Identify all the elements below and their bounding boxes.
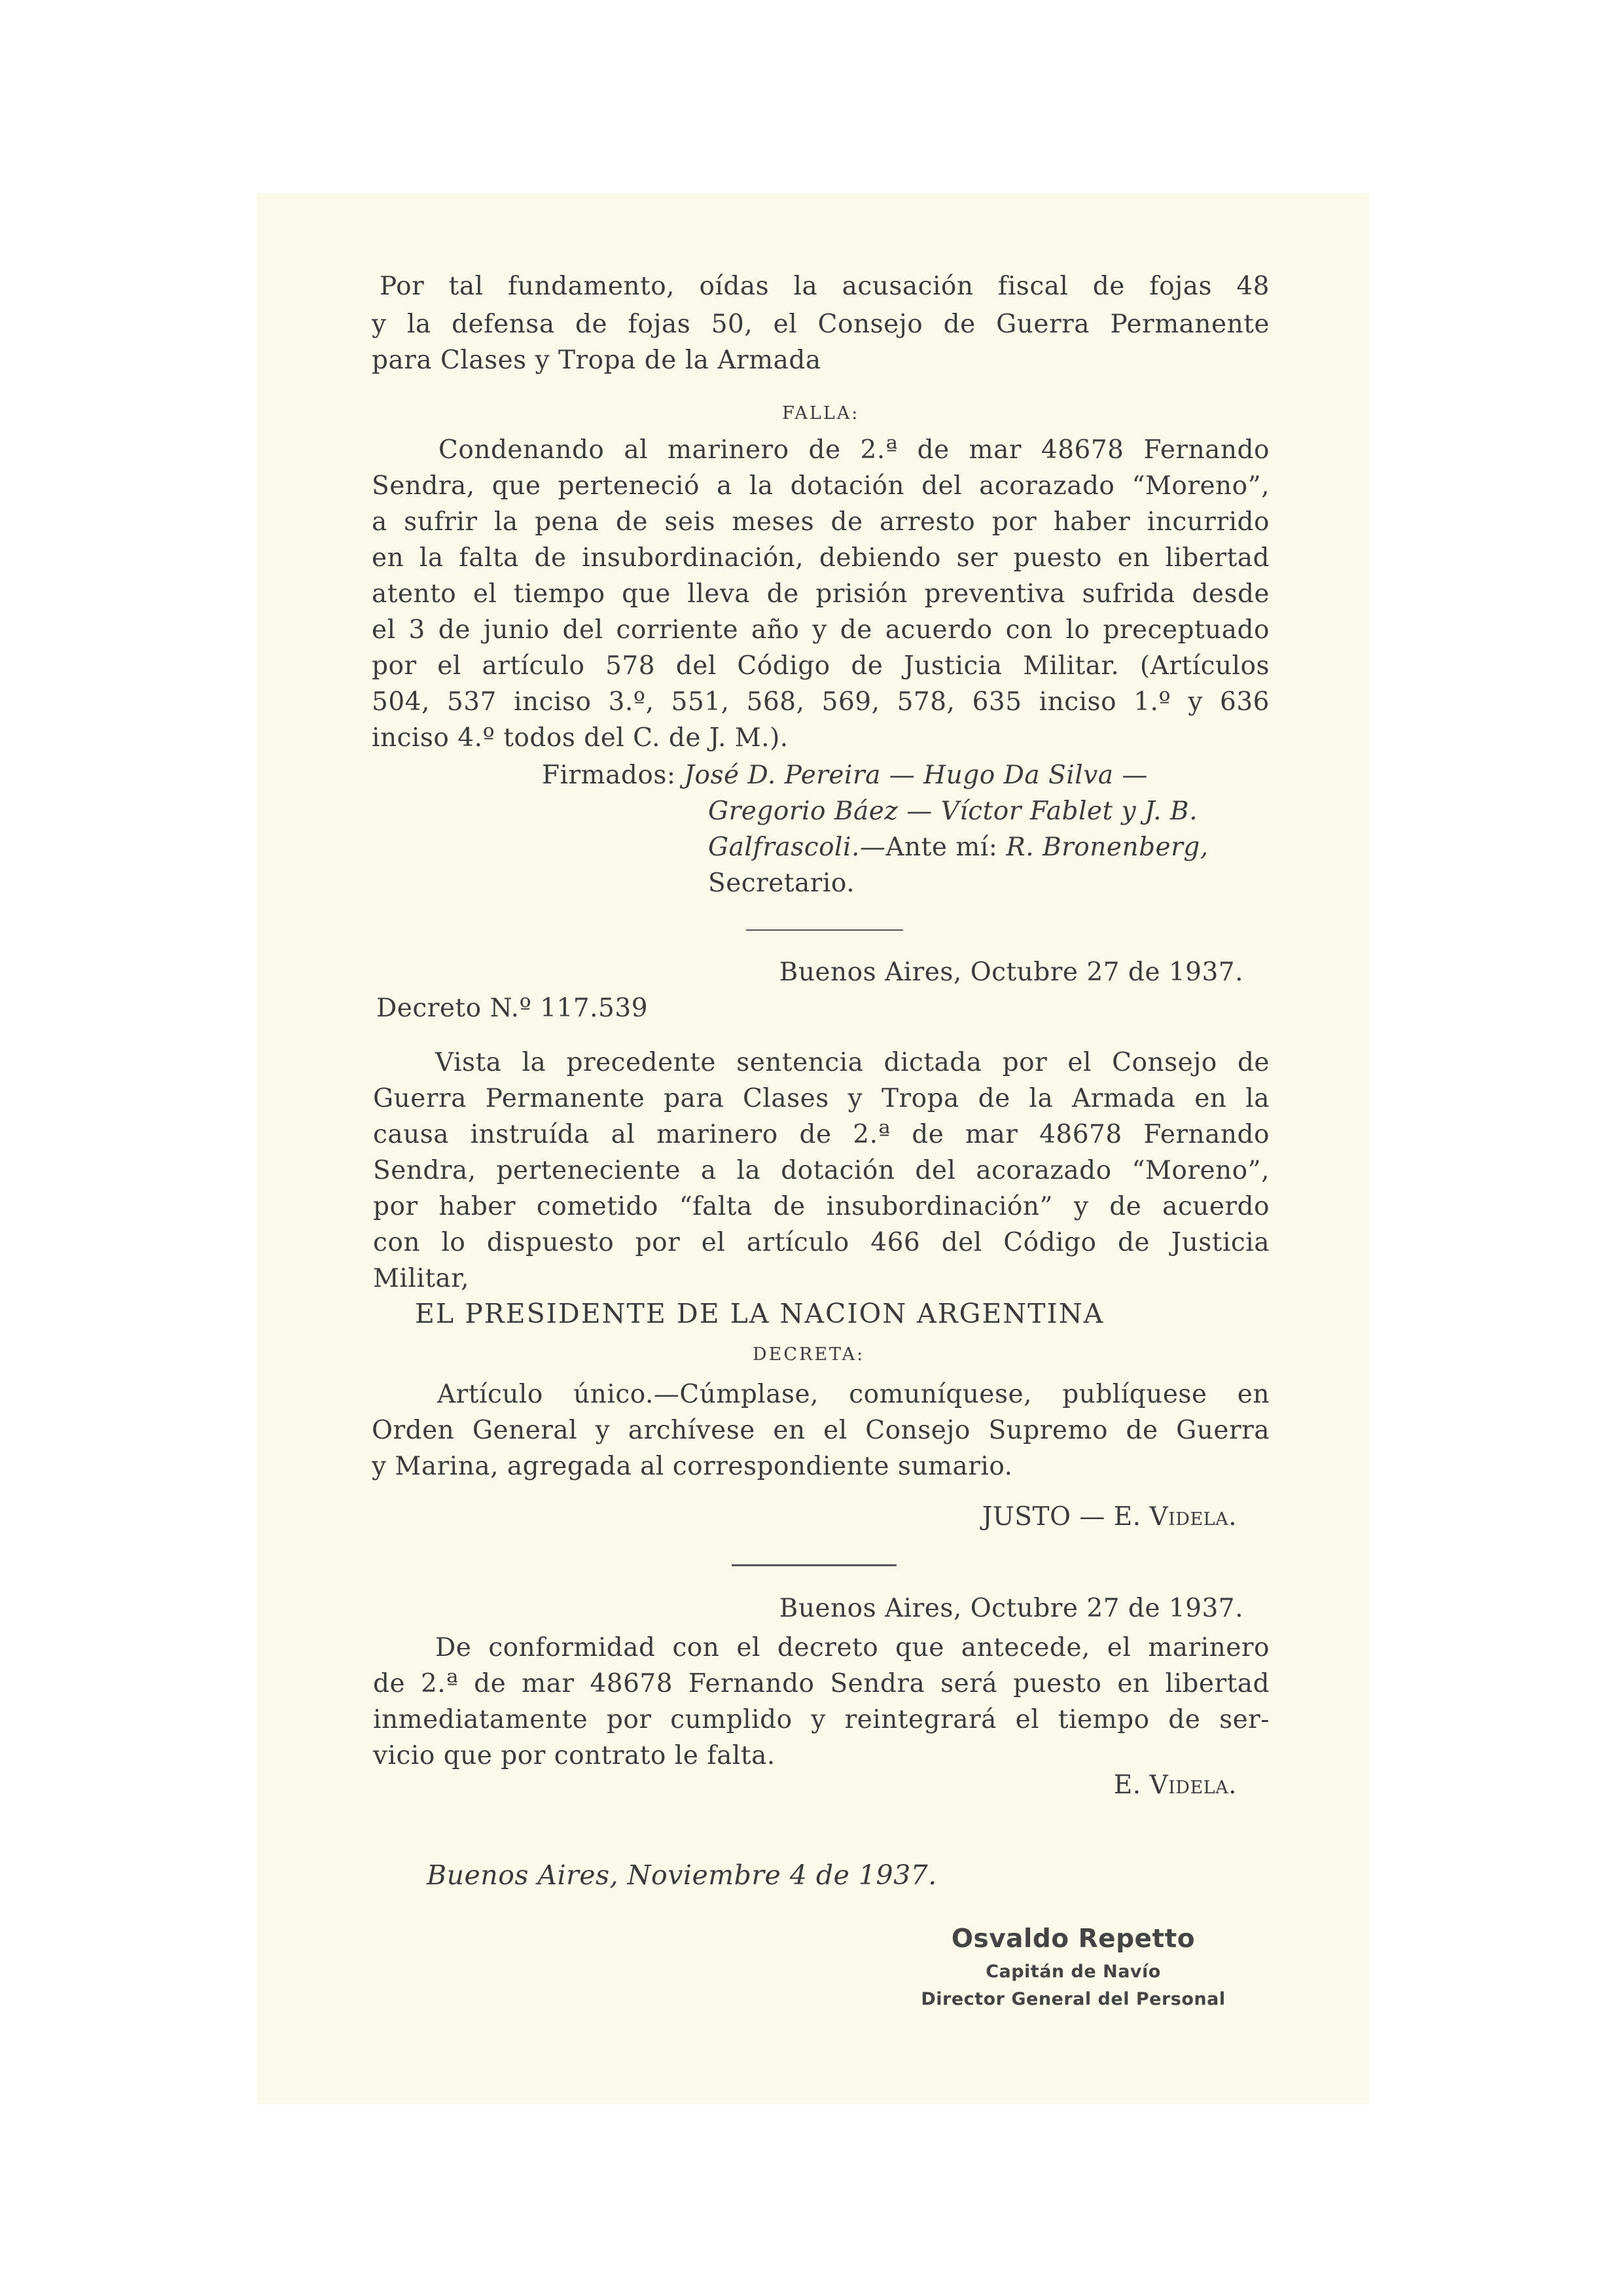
article-line: y Marina, agregada al correspondiente sumario. [372, 1452, 1013, 1481]
firmados-label: Firmados: [542, 761, 676, 790]
signatories-block [542, 757, 1270, 793]
intro-line-3: para Clases y Tropa de la Armada [372, 346, 821, 375]
decree-line: Sendra, perteneciente a la dotación del acorazado “Moreno”, [373, 1156, 1270, 1185]
release-paragraph [373, 1630, 1270, 1774]
falla-line: atento el tiempo que lleva de prisión preventiva sufrida desde [372, 579, 1270, 609]
article-line: Orden General y archívese en el Consejo Supremo de Guerra [372, 1416, 1270, 1445]
signatories-line-1: José D. Pereira — Hugo Da Silva — [684, 761, 1148, 790]
secretary-title: Secretario. [708, 869, 855, 898]
decree-line: por haber cometido “falta de insubordinación” y de acuerdo [373, 1192, 1270, 1221]
signatories-continued [708, 793, 1271, 901]
decree-line: causa instruída al marinero de 2.ª de mar 48678 Fernando [373, 1120, 1270, 1149]
release-line: inmediatamente por cumplido y reintegrará el tiempo de ser- [373, 1705, 1270, 1734]
decree-line: Vista la precedente sentencia dictada por el Consejo de [435, 1048, 1270, 1077]
president-heading: EL PRESIDENTE DE LA NACION ARGENTINA [415, 1298, 1105, 1329]
falla-paragraph [372, 432, 1270, 756]
release-line: De conformidad con el decreto que antecede, el marinero [435, 1633, 1270, 1662]
divider-1 [746, 929, 903, 931]
decree-signature: JUSTO — E. Videla. [982, 1502, 1237, 1532]
signatory-galfrascoli: Galfrascoli. [708, 833, 860, 862]
intro-paragraph [372, 306, 1270, 378]
falla-line: el 3 de junio del corriente año y de acuerdo con lo preceptuado [372, 615, 1270, 645]
falla-line: inciso 4.º todos del C. de J. M.). [372, 723, 789, 753]
signer-rank: Capitán de Navío [986, 1962, 1161, 1982]
falla-heading: FALLA: [782, 403, 860, 423]
falla-line: Sendra, que perteneció a la dotación del acorazado “Moreno”, [372, 471, 1270, 501]
release-date: Buenos Aires, Octubre 27 de 1937. [779, 1594, 1243, 1623]
ante-mi-label: —Ante mí: [859, 833, 998, 862]
decree-number: Decreto N.º 117.539 [376, 994, 649, 1023]
falla-line: a sufrir la pena de seis meses de arresto por haber incurrido [372, 507, 1270, 537]
intro-line-2: y la defensa de fojas 50, el Consejo de Guerra Permanente [372, 310, 1270, 339]
decree-line: Militar, [373, 1264, 470, 1293]
decreta-heading: DECRETA: [753, 1344, 865, 1365]
divider-2 [732, 1564, 897, 1566]
decree-line: Guerra Permanente para Clases y Tropa de la Armada en la [373, 1084, 1270, 1113]
decree-line: con lo dispuesto por el artículo 466 del Código de Justicia [373, 1228, 1270, 1257]
article-paragraph [372, 1376, 1270, 1484]
release-signature: E. Videla. [1113, 1770, 1237, 1800]
signatories-line-2: Gregorio Báez — Víctor Fablet y J. B. [708, 797, 1198, 826]
decree-date: Buenos Aires, Octubre 27 de 1937. [779, 958, 1243, 987]
falla-line: en la falta de insubordinación, debiendo ser puesto en libertad [372, 543, 1270, 573]
falla-line: por el artículo 578 del Código de Justicia Militar. (Artículos [372, 651, 1270, 681]
release-line: de 2.ª de mar 48678 Fernando Sendra será puesto en libertad [373, 1669, 1270, 1698]
release-line: vicio que por contrato le falta. [373, 1741, 776, 1770]
decree-paragraph [373, 1045, 1270, 1297]
secretary-name: R. Bronenberg, [1006, 833, 1209, 862]
signer-name: Osvaldo Repetto [951, 1924, 1196, 1954]
falla-line: 504, 537 inciso 3.º, 551, 568, 569, 578, 635 inciso 1.º y 636 [372, 687, 1270, 717]
falla-line: Condenando al marinero de 2.ª de mar 48678 Fernando [438, 435, 1270, 465]
footer-date: Buenos Aires, Noviembre 4 de 1937. [427, 1859, 937, 1891]
intro-line-1: Por tal fundamento, oídas la acusación fiscal de fojas 48 [380, 272, 1270, 301]
article-line: Artículo único.—Cúmplase, comuníquese, publíquese en [437, 1380, 1270, 1409]
signer-title: Director General del Personal [921, 1989, 1226, 2009]
